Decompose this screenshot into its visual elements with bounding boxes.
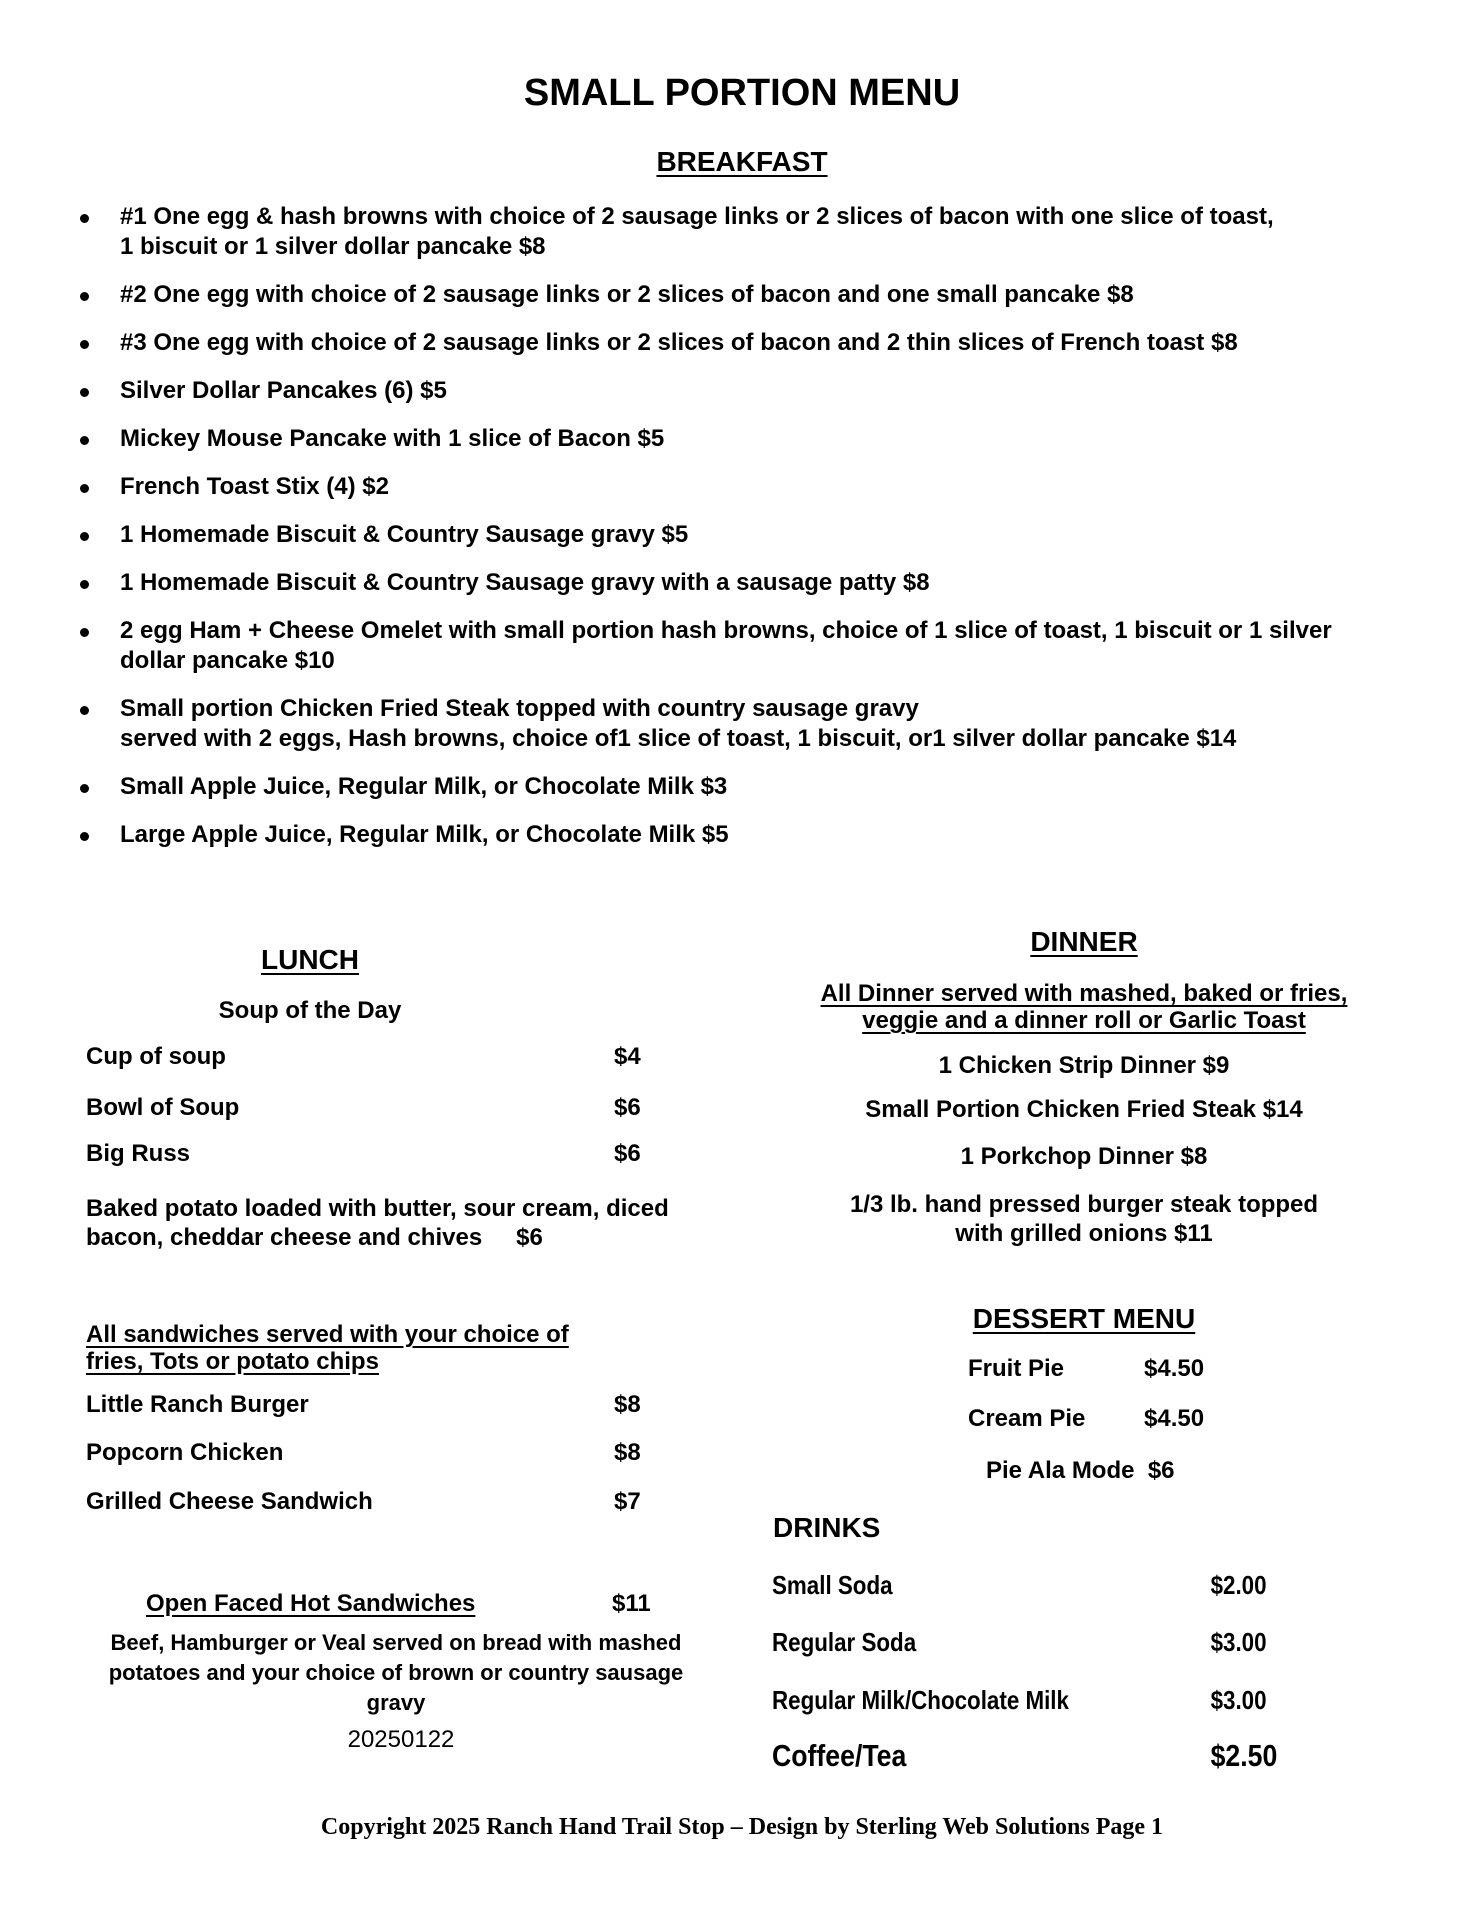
sandwich-name: Grilled Cheese Sandwich xyxy=(86,1488,373,1515)
dessert-price: $4.50 xyxy=(1144,1405,1205,1432)
baked-potato-price: $6 xyxy=(516,1224,543,1251)
open-faced-description xyxy=(86,1628,706,1718)
drink-name: Small Soda xyxy=(772,1570,893,1600)
dinner-burger-line2: with grilled onions $11 xyxy=(955,1220,1213,1247)
sandwich-note-line1: All sandwiches served with your choice of xyxy=(86,1321,569,1348)
breakfast-item-line1: #1 One egg & hash browns with choice of 2 sausage links or 2 slices of bacon with one slice of toast, xyxy=(120,203,1274,230)
soup-price: $4 xyxy=(614,1043,641,1070)
sandwich-price: $8 xyxy=(614,1391,641,1418)
dinner-item: 1 Porkchop Dinner $8 xyxy=(960,1143,1208,1170)
drink-price: $2.00 xyxy=(1210,1570,1267,1600)
breakfast-item-line1: Mickey Mouse Pancake with 1 slice of Bacon $5 xyxy=(120,425,665,452)
sandwich-note-line2: fries, Tots or potato chips xyxy=(86,1348,379,1375)
breakfast-heading: BREAKFAST xyxy=(656,146,828,177)
dessert-name: Cream Pie xyxy=(968,1405,1086,1432)
breakfast-item xyxy=(76,520,1416,550)
baked-potato-item xyxy=(86,1194,726,1252)
drink-name: Regular Soda xyxy=(772,1627,917,1657)
breakfast-list xyxy=(76,202,1416,850)
baked-potato-line1: Baked potato loaded with butter, sour cream, diced xyxy=(86,1195,669,1222)
lunch-heading: LUNCH xyxy=(261,944,359,975)
soup-name: Bowl of Soup xyxy=(86,1094,240,1121)
breakfast-item-line1: Small portion Chicken Fried Steak topped with country sausage gravy xyxy=(120,695,919,722)
open-faced-price: $11 xyxy=(612,1590,651,1617)
breakfast-item-line2: 1 biscuit or 1 silver dollar pancake $8 xyxy=(120,233,546,260)
breakfast-item-line1: Small Apple Juice, Regular Milk, or Chocolate Milk $3 xyxy=(120,773,728,800)
dinner-burger-item xyxy=(784,1190,1384,1248)
breakfast-item xyxy=(76,424,1416,454)
baked-potato-line2: bacon, cheddar cheese and chives xyxy=(86,1224,483,1251)
soup-row-cup xyxy=(86,1043,706,1073)
footer-copyright: Copyright 2025 Ranch Hand Trail Stop – Design by Sterling Web Solutions Page 1 xyxy=(320,1814,1164,1840)
dinner-item: 1 Chicken Strip Dinner $9 xyxy=(938,1052,1230,1079)
sandwich-name: Little Ranch Burger xyxy=(86,1391,309,1418)
pie-ala-mode: Pie Ala Mode $6 xyxy=(986,1457,1175,1484)
breakfast-item xyxy=(76,820,1416,850)
sandwich-price: $7 xyxy=(614,1488,641,1515)
open-faced-line1: Beef, Hamburger or Veal served on bread with mashed xyxy=(110,1630,682,1655)
breakfast-item-line1: 2 egg Ham + Cheese Omelet with small portion hash browns, choice of 1 slice of toast, 1 biscuit or 1 silver xyxy=(120,617,1332,644)
dinner-note xyxy=(784,980,1384,1034)
breakfast-item-line2: dollar pancake $10 xyxy=(120,647,335,674)
version-code: 20250122 xyxy=(347,1726,455,1753)
drink-price: $3.00 xyxy=(1210,1627,1267,1657)
drink-name: Regular Milk/Chocolate Milk xyxy=(772,1685,1069,1715)
breakfast-item xyxy=(76,568,1416,598)
soup-row-big-russ xyxy=(86,1140,706,1170)
breakfast-item xyxy=(76,376,1416,406)
dinner-item: Small Portion Chicken Fried Steak $14 xyxy=(865,1096,1303,1123)
breakfast-item-line1: Large Apple Juice, Regular Milk, or Chocolate Milk $5 xyxy=(120,821,729,848)
breakfast-item-line1: 1 Homemade Biscuit & Country Sausage gravy with a sausage patty $8 xyxy=(120,569,930,596)
dinner-note-line2: veggie and a dinner roll or Garlic Toast xyxy=(862,1007,1306,1034)
breakfast-item xyxy=(76,772,1416,802)
sandwich-row xyxy=(86,1391,706,1421)
breakfast-item-line1: #2 One egg with choice of 2 sausage links or 2 slices of bacon and one small pancake $8 xyxy=(120,281,1134,308)
breakfast-item xyxy=(76,202,1416,262)
breakfast-item-line1: French Toast Stix (4) $2 xyxy=(120,473,389,500)
open-faced-line2: potatoes and your choice of brown or country sausage gravy xyxy=(108,1660,684,1715)
breakfast-item xyxy=(76,472,1416,502)
drink-price: $2.50 xyxy=(1210,1738,1278,1773)
drinks-heading: DRINKS xyxy=(773,1512,881,1543)
breakfast-item-line2: served with 2 eggs, Hash browns, choice of1 slice of toast, 1 biscuit, or1 silver dollar pancake $14 xyxy=(120,725,1237,752)
soup-name: Big Russ xyxy=(86,1140,191,1167)
sandwich-note xyxy=(86,1321,569,1375)
soup-row-bowl xyxy=(86,1094,706,1124)
sandwich-row xyxy=(86,1439,706,1469)
dinner-heading: DINNER xyxy=(1030,926,1138,957)
dessert-price: $4.50 xyxy=(1144,1355,1205,1382)
open-faced-title: Open Faced Hot Sandwiches xyxy=(146,1590,476,1617)
breakfast-item-line1: #3 One egg with choice of 2 sausage links or 2 slices of bacon and 2 thin slices of French toast $8 xyxy=(120,329,1238,356)
dinner-note-line1: All Dinner served with mashed, baked or fries, xyxy=(820,980,1348,1007)
dessert-heading: DESSERT MENU xyxy=(972,1303,1196,1334)
dessert-name: Fruit Pie xyxy=(968,1355,1065,1382)
sandwich-row xyxy=(86,1488,706,1518)
page-title: SMALL PORTION MENU xyxy=(523,72,961,114)
soup-price: $6 xyxy=(614,1140,641,1167)
soup-heading: Soup of the Day xyxy=(218,997,402,1024)
sandwich-name: Popcorn Chicken xyxy=(86,1439,284,1466)
drink-price: $3.00 xyxy=(1210,1685,1267,1715)
soup-price: $6 xyxy=(614,1094,641,1121)
sandwich-price: $8 xyxy=(614,1439,641,1466)
breakfast-item-line1: 1 Homemade Biscuit & Country Sausage gravy $5 xyxy=(120,521,689,548)
breakfast-item xyxy=(76,328,1416,358)
breakfast-item xyxy=(76,280,1416,310)
dinner-burger-line1: 1/3 lb. hand pressed burger steak topped xyxy=(849,1191,1319,1218)
soup-name: Cup of soup xyxy=(86,1043,226,1070)
breakfast-item xyxy=(76,616,1416,676)
breakfast-item-line1: Silver Dollar Pancakes (6) $5 xyxy=(120,377,447,404)
drink-name: Coffee/Tea xyxy=(772,1738,907,1773)
breakfast-item xyxy=(76,694,1416,754)
